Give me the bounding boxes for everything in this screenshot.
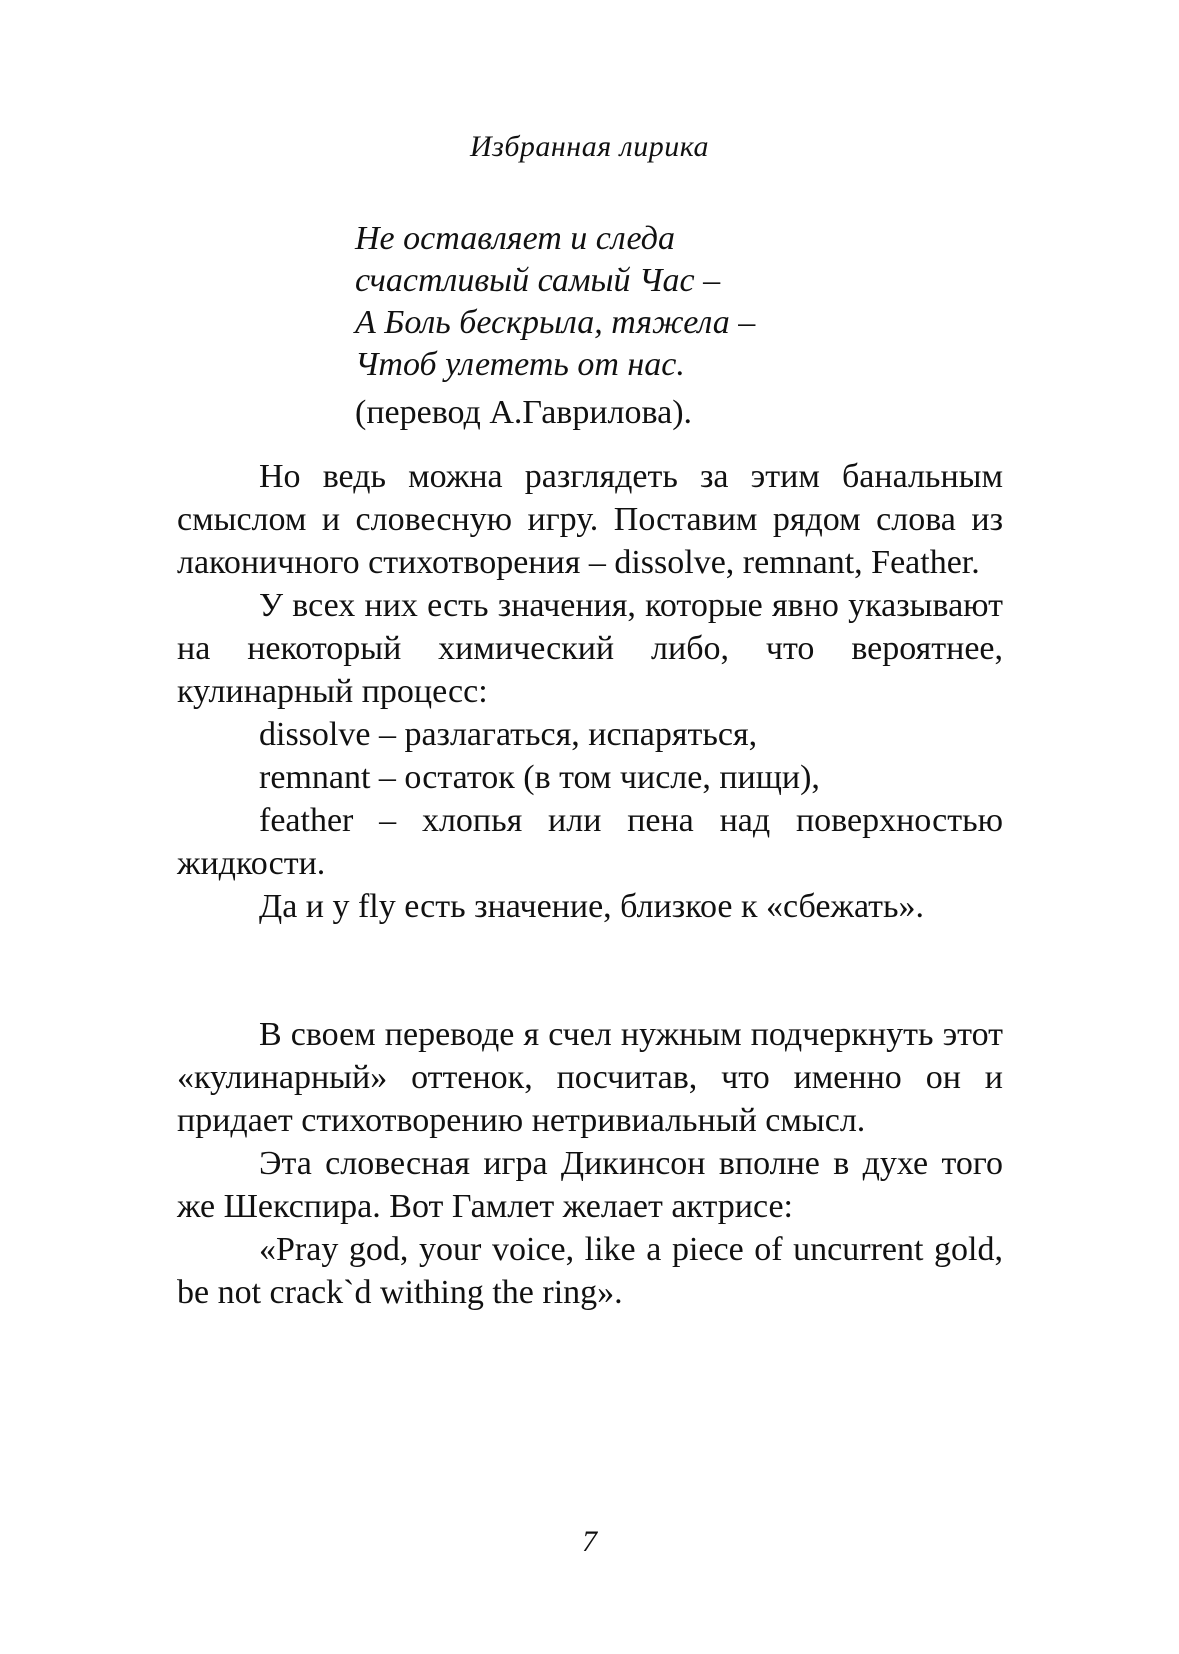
running-head: Избранная лирика (469, 130, 710, 163)
poem-block (355, 218, 755, 434)
word-meaning-dissolve: dissolve – разлагаться, испаряться, (259, 716, 758, 753)
poem-line-4: Чтоб улететь от нас. (355, 346, 685, 383)
poem-line-2: счастливый самый Час – (355, 262, 721, 299)
section-wordplay (177, 455, 1003, 928)
section-translation (177, 1013, 1003, 1314)
paragraph-shakespeare: Эта словесная игра Дикинсон вполне в духе того же Шекспира. Вот Гамлет желает актрисе: (177, 1145, 1003, 1225)
paragraph-wordplay-intro: Но ведь можна разглядеть за этим банальным смыслом и словесную игру. Поставим рядом слова из лаконичного стихотворения – dissolve, remnant, Feather. (177, 458, 1003, 581)
page-number: 7 (582, 1525, 597, 1558)
translation-credit: (перевод А.Гаврилова). (355, 394, 693, 431)
paragraph-meanings: У всех них есть значения, которые явно указывают на некоторый химический либо, что вероятнее, кулинарный процесс: (177, 587, 1003, 710)
paragraph-fly: Да и у fly есть значение, близкое к «сбежать». (259, 888, 925, 925)
hamlet-quote: «Pray god, your voice, like a piece of uncurrent gold, be not crack`d withing the ring». (177, 1231, 1003, 1311)
word-meaning-feather: feather – хлопья или пена над поверхностью жидкости. (177, 802, 1003, 882)
paragraph-translation: В своем переводе я счел нужным подчеркнуть этот «кулинарный» оттенок, посчитав, что именно он и придает стихотворению нетривиальный смысл. (177, 1016, 1003, 1139)
poem-line-3: А Боль бескрыла, тяжела – (355, 304, 756, 341)
word-meaning-remnant: remnant – остаток (в том числе, пищи), (259, 759, 820, 796)
poem-line-1: Не оставляет и следа (355, 220, 675, 257)
